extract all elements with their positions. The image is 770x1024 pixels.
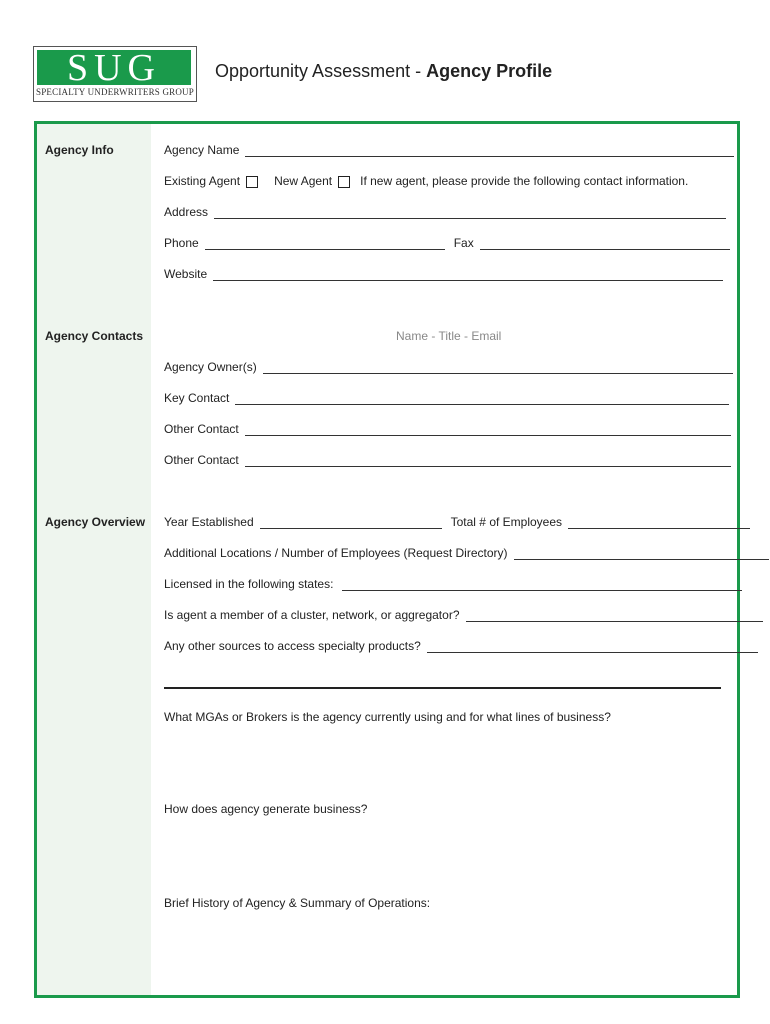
licensed-states-label: Licensed in the following states: (164, 577, 334, 591)
agency-owner-row (164, 360, 733, 374)
address-row (164, 205, 726, 219)
key-contact-label: Key Contact (164, 391, 230, 405)
licensed-states-row (164, 577, 742, 591)
agency-name-row (164, 143, 734, 157)
sug-logo (33, 46, 197, 102)
section-agency-info: Agency Info (45, 143, 114, 157)
additional-locations-label: Additional Locations / Number of Employees (Request Directory) (164, 546, 508, 560)
title-prefix: Opportunity Assessment - (215, 61, 427, 81)
new-agent-label: New Agent (274, 174, 333, 188)
phone-field[interactable] (205, 237, 445, 250)
cluster-member-label: Is agent a member of a cluster, network, or aggregator? (164, 608, 460, 622)
logo-subtitle: SPECIALTY UNDERWRITERS GROUP (36, 87, 194, 97)
title-bold: Agency Profile (426, 61, 553, 81)
question-generate-business: How does agency generate business? (164, 802, 368, 816)
section-agency-contacts: Agency Contacts (45, 329, 144, 343)
existing-agent-label: Existing Agent (164, 174, 241, 188)
agent-type-row (164, 174, 688, 188)
website-label: Website (164, 267, 208, 281)
additional-locations-row (164, 546, 769, 560)
cluster-member-row (164, 608, 763, 622)
key-contact-field[interactable] (235, 392, 729, 405)
agency-owner-field[interactable] (263, 361, 733, 374)
question-mgas: What MGAs or Brokers is the agency currently using and for what lines of business? (164, 710, 611, 724)
other-contact-field-2[interactable] (245, 454, 731, 467)
other-sources-label: Any other sources to access specialty products? (164, 639, 421, 653)
year-employees-row (164, 515, 750, 529)
total-employees-label: Total # of Employees (450, 515, 563, 529)
additional-locations-field[interactable] (514, 547, 769, 560)
cluster-member-field[interactable] (466, 609, 763, 622)
logo-letters: SUG (66, 47, 162, 89)
year-established-field[interactable] (260, 516, 442, 529)
existing-agent-checkbox[interactable] (246, 176, 258, 188)
address-label: Address (164, 205, 209, 219)
key-contact-row (164, 391, 729, 405)
other-contact-label-1: Other Contact (164, 422, 239, 436)
other-contact-row-1 (164, 422, 731, 436)
other-sources-field[interactable] (427, 640, 758, 653)
page-title (215, 61, 552, 82)
address-field[interactable] (214, 206, 726, 219)
section-divider (164, 687, 721, 689)
question-history: Brief History of Agency & Summary of Operations: (164, 896, 431, 910)
agency-name-label: Agency Name (164, 143, 240, 157)
website-field[interactable] (213, 268, 723, 281)
year-established-label: Year Established (164, 515, 254, 529)
other-sources-row (164, 639, 758, 653)
fax-label: Fax (453, 236, 474, 250)
total-employees-field[interactable] (568, 516, 750, 529)
other-contact-label-2: Other Contact (164, 453, 239, 467)
new-agent-checkbox[interactable] (338, 176, 350, 188)
licensed-states-field[interactable] (342, 578, 742, 591)
agency-owner-label: Agency Owner(s) (164, 360, 257, 374)
logo-green-block (37, 47, 191, 89)
section-agency-overview: Agency Overview (45, 515, 146, 529)
agency-name-field[interactable] (245, 144, 734, 157)
new-agent-note: If new agent, please provide the following contact information. (360, 174, 689, 188)
website-row (164, 267, 723, 281)
other-contact-field-1[interactable] (245, 423, 731, 436)
contacts-hint: Name - Title - Email (396, 329, 502, 343)
other-contact-row-2 (164, 453, 731, 467)
fax-field[interactable] (480, 237, 730, 250)
phone-label: Phone (164, 236, 199, 250)
phone-fax-row (164, 236, 730, 250)
